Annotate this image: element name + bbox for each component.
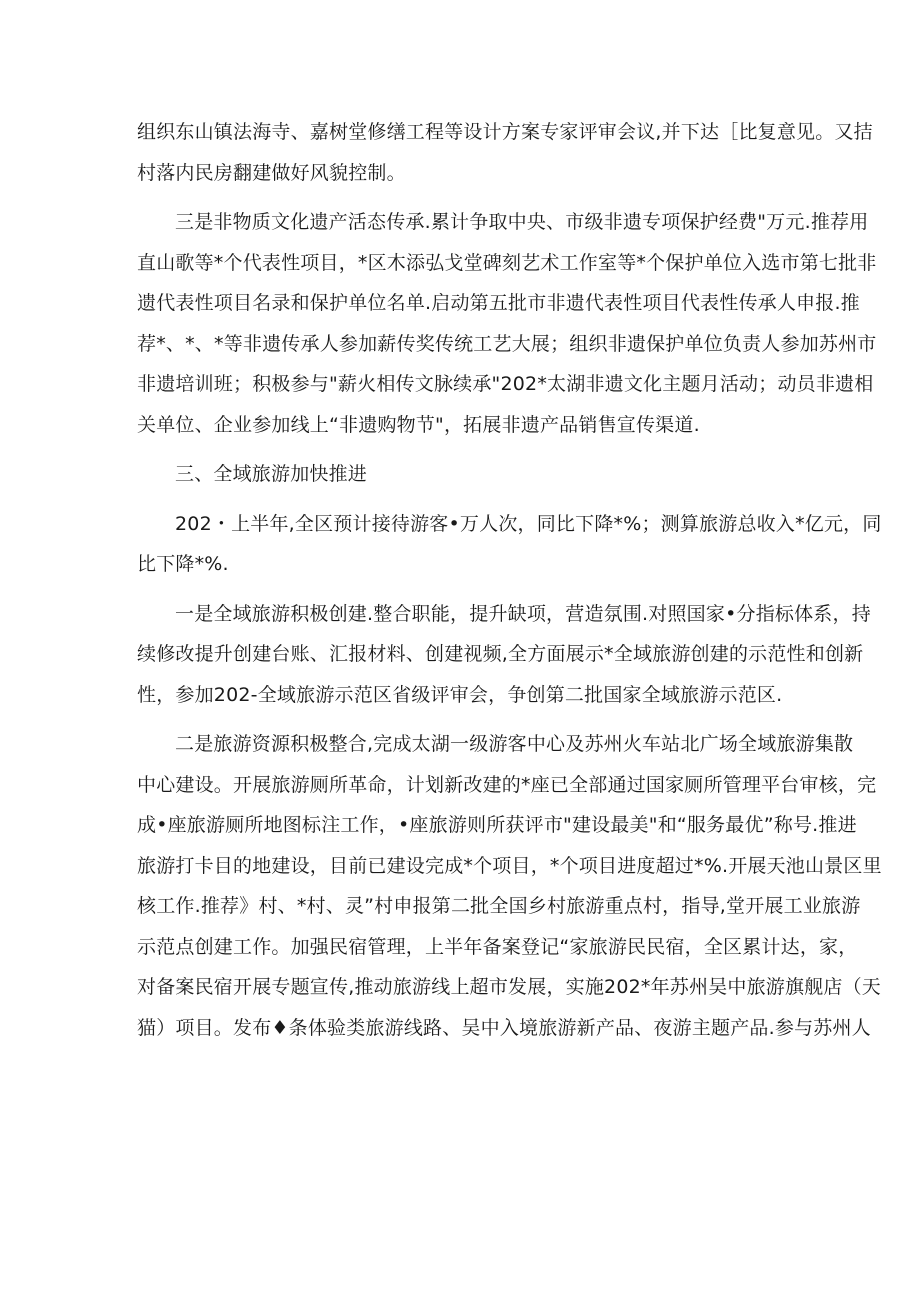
paragraph-restoration-review <box>137 112 873 193</box>
text-line: 荐*、*、*等非遗传承人参加薪传奖传统工艺大展；组织非遗保护单位负责人参加苏州市 <box>137 332 877 355</box>
text-line: 一是全域旅游积极创建.整合职能，提升缺项，营造氛围.对照国家•分指标体系，持 <box>175 602 871 625</box>
text-line: 遗代表性项目名录和保护单位名单.启动第五批市非遗代表性项目代表性传承人申报.推 <box>137 292 860 314</box>
paragraph-tourism-resources <box>137 724 882 1048</box>
text-line: 中心建设。开展旅游厕所革命，计划新改建的*座已全部通过国家厕所管理平台审核，完 <box>137 773 877 796</box>
text-line: 二是旅游资源积极整合,完成太湖一级游客中心及苏州火车站北广场全域旅游集散 <box>175 733 854 755</box>
text-line: 关单位、企业参加线上“非遗购物节"，拓展非遗产品销售宣传渠道. <box>137 413 700 436</box>
text-line: 比下降*%. <box>137 553 229 575</box>
text-line: 猫）项目。发布♦条体验类旅游线路、吴中入境旅游新产品、夜游主题产品.参与苏州人 <box>137 1016 871 1039</box>
text-line: 直山歌等*个代表性项目，*区木添弘戈堂碑刻艺术工作室等*个保护单位入选市第七批非 <box>137 251 877 274</box>
text-line: 对备案民宿开展专题宣传,推动旅游线上超市发展，实施202*年苏州吴中旅游旗舰店（天 <box>137 976 882 998</box>
text-line: 非遗培训班；积极参与"薪火相传文脉续承"202*太湖非遗文化主题月活动；动员非遗相 <box>137 373 874 395</box>
text-line: 性，参加202-全域旅游示范区省级评审会，争创第二批国家全域旅游示范区. <box>137 683 783 706</box>
text-line: 组织东山镇法海寺、嘉树堂修缮工程等设计方案专家评审会议,并下达［比复意见。又拮 <box>137 121 873 143</box>
text-line: 村落内民房翻建做好风貌控制。 <box>137 161 406 184</box>
text-line: 核工作.推荐》村、*村、灵”村申报第二批全国乡村旅游重点村，指导,堂开展工业旅游 <box>137 895 861 917</box>
heading-text: 三、全域旅游加快推进 <box>175 463 368 485</box>
paragraph-tourism-creation <box>137 594 871 716</box>
text-line: 示范点创建工作。加强民宿管理，上半年备案登记“家旅游民民宿，全区累计达，家， <box>137 935 858 958</box>
text-line: 旅游打卡目的地建设，目前已建设完成*个项目，*个项目进度超过*%.开展天池山景区里 <box>137 854 882 877</box>
text-line: 成•座旅游厕所地图标注工作，•座旅游则所获评市"建设最美"和“服务最优”称号.推进 <box>137 814 857 836</box>
paragraph-tourism-statistics <box>137 504 882 585</box>
text-line: 202・上半年,全区预计接待游客•万人次，同比下降*%；测算旅游总收入*亿元，同 <box>175 512 882 535</box>
paragraph-intangible-heritage <box>137 202 877 445</box>
text-line: 续修改提升创建台账、汇报材料、创建视频,全方面展示*全域旅游创建的示范性和创新 <box>137 643 864 665</box>
section-heading-tourism <box>137 454 797 495</box>
text-line: 三是非物质文化遗产活态传承.累计争取中央、市级非遗专项保护经费"万元.推荐用 <box>175 211 869 233</box>
document-body <box>137 112 882 1048</box>
